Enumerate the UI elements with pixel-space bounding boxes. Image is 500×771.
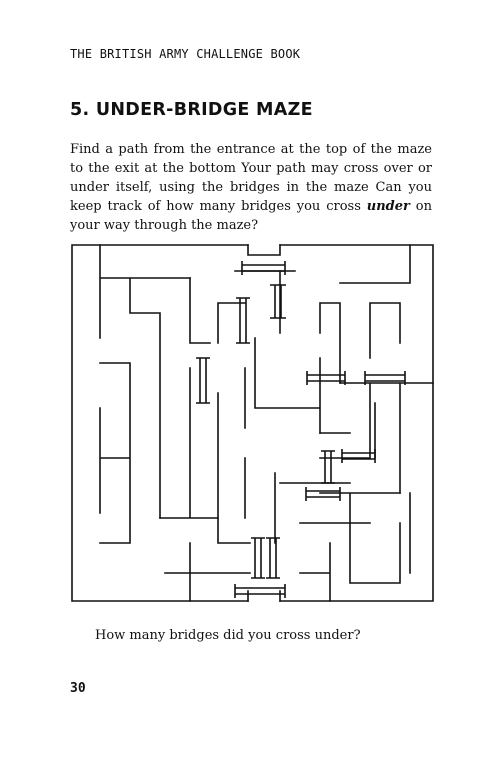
page-number: 30 <box>70 681 86 696</box>
maze-entrance <box>248 245 280 255</box>
maze-wall <box>160 278 218 601</box>
maze-border <box>72 245 433 601</box>
bridge-3 <box>236 298 250 343</box>
bridge-12 <box>235 584 285 598</box>
maze-wall <box>340 245 410 358</box>
bridge-1 <box>242 261 285 275</box>
bridge-9 <box>306 487 340 501</box>
maze-wall <box>235 271 320 433</box>
maze-wall <box>275 303 370 543</box>
maze-exit <box>248 591 280 601</box>
maze-bridges <box>196 261 405 598</box>
maze-wall <box>320 383 433 493</box>
instructions-text: Find a path from the entrance at the top of the maze to the exit at the bottom Your path may cross over or under itself, using the bridges in the maze Can you keep track of how many bridges you cross <box>70 142 432 214</box>
maze-diagram <box>70 243 435 603</box>
bridge-4 <box>196 358 210 403</box>
instructions-text-end: on your way through the maze? <box>70 199 432 233</box>
bridge-11 <box>266 538 280 578</box>
instructions-paragraph <box>70 140 432 235</box>
maze-wall <box>100 245 190 518</box>
bridge-7 <box>321 451 335 483</box>
bridge-10 <box>251 538 265 578</box>
instructions-emphasis: under <box>366 199 410 214</box>
section-title: 5. UNDER-BRIDGE MAZE <box>70 100 313 120</box>
maze-wall <box>320 433 410 583</box>
bridge-2 <box>270 285 286 318</box>
question-text: How many bridges did you cross under? <box>95 628 361 643</box>
maze-wall <box>100 363 130 543</box>
running-head: THE BRITISH ARMY CHALLENGE BOOK <box>70 47 301 61</box>
